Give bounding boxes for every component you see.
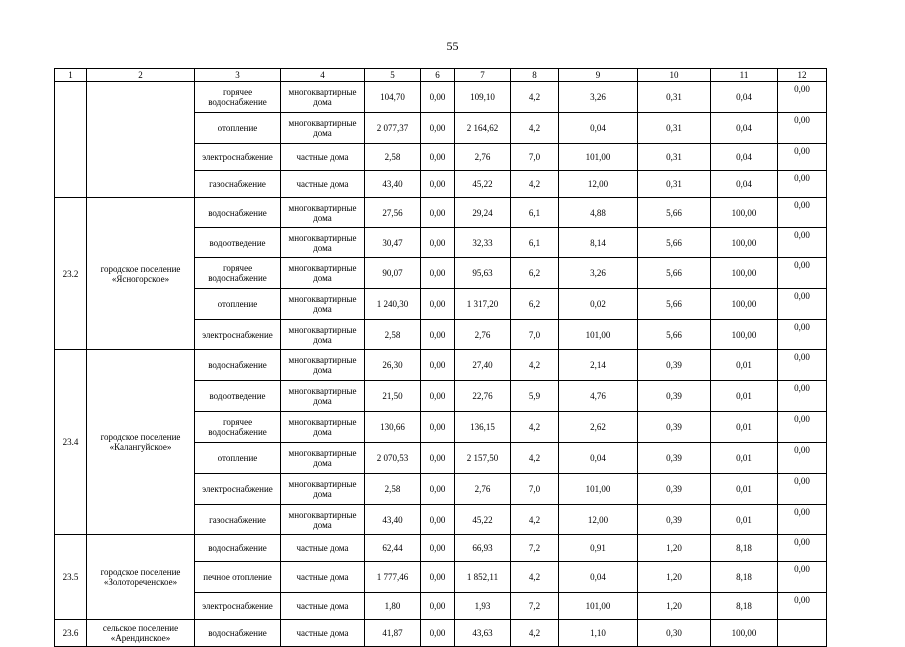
value-cell-c6: 0,00 — [421, 258, 455, 289]
value-cell-c5: 2,58 — [365, 320, 421, 350]
group-id-cell — [55, 82, 87, 198]
value-cell-c7: 45,22 — [455, 505, 511, 535]
value-cell-c12: 0,00 — [778, 113, 827, 144]
value-cell-c8: 4,2 — [511, 620, 559, 647]
housing-type-cell: многоквартирные дома — [281, 350, 365, 381]
service-cell: электроснабжение — [195, 593, 281, 620]
column-header: 7 — [455, 69, 511, 82]
value-cell-c6: 0,00 — [421, 320, 455, 350]
column-header: 9 — [559, 69, 638, 82]
value-cell-c12: 0,00 — [778, 381, 827, 412]
value-cell-c6: 0,00 — [421, 381, 455, 412]
value-cell-c5: 2,58 — [365, 144, 421, 171]
value-cell-c6: 0,00 — [421, 535, 455, 562]
value-cell-c9: 1,10 — [559, 620, 638, 647]
value-cell-c12: 0,00 — [778, 593, 827, 620]
value-cell-c10: 0,31 — [638, 144, 711, 171]
value-cell-c7: 2,76 — [455, 144, 511, 171]
service-cell: водоснабжение — [195, 535, 281, 562]
value-cell-c5: 41,87 — [365, 620, 421, 647]
value-cell-c7: 66,93 — [455, 535, 511, 562]
value-cell-c6: 0,00 — [421, 289, 455, 320]
value-cell-c7: 27,40 — [455, 350, 511, 381]
value-cell-c10: 0,39 — [638, 350, 711, 381]
value-cell-c12: 0,00 — [778, 320, 827, 350]
service-cell: газоснабжение — [195, 505, 281, 535]
value-cell-c10: 0,31 — [638, 171, 711, 198]
value-cell-c11: 100,00 — [711, 320, 778, 350]
value-cell-c12: 0,00 — [778, 258, 827, 289]
housing-type-cell: многоквартирные дома — [281, 505, 365, 535]
tariff-table — [54, 68, 827, 647]
value-cell-c6: 0,00 — [421, 593, 455, 620]
value-cell-c11: 0,01 — [711, 443, 778, 474]
value-cell-c11: 0,04 — [711, 171, 778, 198]
housing-type-cell: многоквартирные дома — [281, 474, 365, 505]
service-cell: водоснабжение — [195, 620, 281, 647]
value-cell-c10: 1,20 — [638, 593, 711, 620]
value-cell-c9: 0,04 — [559, 562, 638, 593]
value-cell-c8: 7,0 — [511, 474, 559, 505]
value-cell-c9: 4,88 — [559, 198, 638, 228]
service-cell: водоотведение — [195, 228, 281, 258]
housing-type-cell: многоквартирные дома — [281, 381, 365, 412]
service-cell: водоснабжение — [195, 198, 281, 228]
service-cell: водоснабжение — [195, 350, 281, 381]
service-cell: электроснабжение — [195, 474, 281, 505]
value-cell-c7: 136,15 — [455, 412, 511, 443]
value-cell-c12: 0,00 — [778, 535, 827, 562]
value-cell-c9: 101,00 — [559, 320, 638, 350]
value-cell-c8: 6,1 — [511, 228, 559, 258]
column-header: 5 — [365, 69, 421, 82]
housing-type-cell: многоквартирные дома — [281, 82, 365, 113]
table-row — [55, 535, 827, 562]
value-cell-c5: 62,44 — [365, 535, 421, 562]
value-cell-c10: 0,30 — [638, 620, 711, 647]
column-header: 12 — [778, 69, 827, 82]
page-number: 55 — [446, 39, 459, 53]
value-cell-c12: 0,00 — [778, 198, 827, 228]
value-cell-c7: 45,22 — [455, 171, 511, 198]
value-cell-c6: 0,00 — [421, 474, 455, 505]
housing-type-cell: многоквартирные дома — [281, 198, 365, 228]
value-cell-c6: 0,00 — [421, 443, 455, 474]
column-header: 3 — [195, 69, 281, 82]
value-cell-c5: 1 240,30 — [365, 289, 421, 320]
value-cell-c9: 3,26 — [559, 82, 638, 113]
table-row — [55, 82, 827, 113]
value-cell-c5: 2 070,53 — [365, 443, 421, 474]
value-cell-c8: 6,2 — [511, 289, 559, 320]
value-cell-c11: 0,04 — [711, 82, 778, 113]
value-cell-c10: 5,66 — [638, 289, 711, 320]
service-cell: отопление — [195, 289, 281, 320]
value-cell-c11: 0,01 — [711, 350, 778, 381]
column-header: 8 — [511, 69, 559, 82]
value-cell-c9: 101,00 — [559, 593, 638, 620]
value-cell-c9: 2,14 — [559, 350, 638, 381]
value-cell-c7: 2,76 — [455, 320, 511, 350]
column-header: 4 — [281, 69, 365, 82]
housing-type-cell: многоквартирные дома — [281, 258, 365, 289]
value-cell-c10: 0,39 — [638, 381, 711, 412]
value-cell-c5: 104,70 — [365, 82, 421, 113]
value-cell-c12: 0,00 — [778, 443, 827, 474]
value-cell-c12: 0,00 — [778, 350, 827, 381]
table-row — [55, 198, 827, 228]
value-cell-c8: 4,2 — [511, 113, 559, 144]
housing-type-cell: частные дома — [281, 144, 365, 171]
value-cell-c8: 4,2 — [511, 505, 559, 535]
value-cell-c7: 1 852,11 — [455, 562, 511, 593]
value-cell-c5: 2,58 — [365, 474, 421, 505]
column-header: 2 — [87, 69, 195, 82]
group-id-cell: 23.4 — [55, 350, 87, 535]
housing-type-cell: многоквартирные дома — [281, 228, 365, 258]
value-cell-c7: 2 157,50 — [455, 443, 511, 474]
value-cell-c11: 0,04 — [711, 113, 778, 144]
housing-type-cell: частные дома — [281, 562, 365, 593]
value-cell-c12: 0,00 — [778, 171, 827, 198]
value-cell-c10: 0,31 — [638, 113, 711, 144]
value-cell-c6: 0,00 — [421, 113, 455, 144]
value-cell-c11: 100,00 — [711, 620, 778, 647]
value-cell-c8: 6,2 — [511, 258, 559, 289]
housing-type-cell: частные дома — [281, 593, 365, 620]
value-cell-c11: 0,01 — [711, 381, 778, 412]
service-cell: печное отопление — [195, 562, 281, 593]
housing-type-cell: частные дома — [281, 535, 365, 562]
group-id-cell: 23.5 — [55, 535, 87, 620]
housing-type-cell: многоквартирные дома — [281, 113, 365, 144]
value-cell-c5: 30,47 — [365, 228, 421, 258]
value-cell-c12: 0,00 — [778, 82, 827, 113]
value-cell-c7: 2,76 — [455, 474, 511, 505]
value-cell-c10: 0,39 — [638, 443, 711, 474]
value-cell-c5: 21,50 — [365, 381, 421, 412]
value-cell-c11: 8,18 — [711, 562, 778, 593]
value-cell-c6: 0,00 — [421, 412, 455, 443]
value-cell-c8: 7,0 — [511, 144, 559, 171]
value-cell-c7: 43,63 — [455, 620, 511, 647]
value-cell-c11: 100,00 — [711, 289, 778, 320]
value-cell-c8: 4,2 — [511, 562, 559, 593]
value-cell-c12: 0,00 — [778, 144, 827, 171]
service-cell: электроснабжение — [195, 144, 281, 171]
value-cell-c12: 0,00 — [778, 505, 827, 535]
value-cell-c7: 2 164,62 — [455, 113, 511, 144]
value-cell-c9: 0,04 — [559, 443, 638, 474]
value-cell-c6: 0,00 — [421, 198, 455, 228]
group-name-cell: городское поселение «Ясногорское» — [87, 198, 195, 350]
value-cell-c10: 0,31 — [638, 82, 711, 113]
value-cell-c5: 2 077,37 — [365, 113, 421, 144]
value-cell-c9: 0,02 — [559, 289, 638, 320]
value-cell-c6: 0,00 — [421, 82, 455, 113]
value-cell-c10: 1,20 — [638, 562, 711, 593]
value-cell-c10: 1,20 — [638, 535, 711, 562]
column-header: 11 — [711, 69, 778, 82]
value-cell-c9: 12,00 — [559, 171, 638, 198]
value-cell-c9: 2,62 — [559, 412, 638, 443]
value-cell-c8: 4,2 — [511, 82, 559, 113]
value-cell-c10: 5,66 — [638, 198, 711, 228]
value-cell-c9: 101,00 — [559, 144, 638, 171]
value-cell-c6: 0,00 — [421, 228, 455, 258]
value-cell-c8: 7,2 — [511, 593, 559, 620]
service-cell: водоотведение — [195, 381, 281, 412]
service-cell: горячее водоснабжение — [195, 412, 281, 443]
value-cell-c9: 12,00 — [559, 505, 638, 535]
value-cell-c10: 0,39 — [638, 474, 711, 505]
value-cell-c12 — [778, 620, 827, 647]
value-cell-c9: 4,76 — [559, 381, 638, 412]
housing-type-cell: многоквартирные дома — [281, 443, 365, 474]
value-cell-c5: 130,66 — [365, 412, 421, 443]
value-cell-c7: 22,76 — [455, 381, 511, 412]
housing-type-cell: многоквартирные дома — [281, 289, 365, 320]
value-cell-c9: 8,14 — [559, 228, 638, 258]
value-cell-c10: 0,39 — [638, 505, 711, 535]
value-cell-c5: 26,30 — [365, 350, 421, 381]
column-header: 6 — [421, 69, 455, 82]
value-cell-c7: 1 317,20 — [455, 289, 511, 320]
value-cell-c8: 7,2 — [511, 535, 559, 562]
group-name-cell: городское поселение «Золотореченское» — [87, 535, 195, 620]
value-cell-c11: 0,01 — [711, 412, 778, 443]
value-cell-c6: 0,00 — [421, 350, 455, 381]
service-cell: горячее водоснабжение — [195, 258, 281, 289]
value-cell-c5: 1,80 — [365, 593, 421, 620]
service-cell: горячее водоснабжение — [195, 82, 281, 113]
service-cell: отопление — [195, 443, 281, 474]
table-row — [55, 350, 827, 381]
value-cell-c11: 0,04 — [711, 144, 778, 171]
group-name-cell — [87, 82, 195, 198]
value-cell-c11: 8,18 — [711, 593, 778, 620]
housing-type-cell: многоквартирные дома — [281, 320, 365, 350]
value-cell-c11: 100,00 — [711, 258, 778, 289]
value-cell-c7: 1,93 — [455, 593, 511, 620]
value-cell-c5: 1 777,46 — [365, 562, 421, 593]
value-cell-c6: 0,00 — [421, 144, 455, 171]
value-cell-c8: 4,2 — [511, 350, 559, 381]
value-cell-c9: 101,00 — [559, 474, 638, 505]
value-cell-c11: 8,18 — [711, 535, 778, 562]
value-cell-c11: 100,00 — [711, 228, 778, 258]
value-cell-c12: 0,00 — [778, 412, 827, 443]
column-header: 10 — [638, 69, 711, 82]
value-cell-c6: 0,00 — [421, 171, 455, 198]
value-cell-c12: 0,00 — [778, 228, 827, 258]
value-cell-c11: 0,01 — [711, 474, 778, 505]
value-cell-c5: 43,40 — [365, 171, 421, 198]
value-cell-c9: 3,26 — [559, 258, 638, 289]
value-cell-c8: 4,2 — [511, 443, 559, 474]
value-cell-c6: 0,00 — [421, 562, 455, 593]
value-cell-c7: 32,33 — [455, 228, 511, 258]
service-cell: газоснабжение — [195, 171, 281, 198]
value-cell-c8: 6,1 — [511, 198, 559, 228]
value-cell-c8: 7,0 — [511, 320, 559, 350]
value-cell-c8: 4,2 — [511, 171, 559, 198]
housing-type-cell: многоквартирные дома — [281, 412, 365, 443]
value-cell-c12: 0,00 — [778, 474, 827, 505]
group-id-cell: 23.6 — [55, 620, 87, 647]
value-cell-c7: 109,10 — [455, 82, 511, 113]
value-cell-c7: 95,63 — [455, 258, 511, 289]
housing-type-cell: частные дома — [281, 171, 365, 198]
value-cell-c12: 0,00 — [778, 289, 827, 320]
service-cell: электроснабжение — [195, 320, 281, 350]
value-cell-c6: 0,00 — [421, 505, 455, 535]
value-cell-c5: 90,07 — [365, 258, 421, 289]
value-cell-c11: 0,01 — [711, 505, 778, 535]
value-cell-c8: 5,9 — [511, 381, 559, 412]
value-cell-c12: 0,00 — [778, 562, 827, 593]
service-cell: отопление — [195, 113, 281, 144]
value-cell-c10: 5,66 — [638, 320, 711, 350]
value-cell-c5: 27,56 — [365, 198, 421, 228]
value-cell-c11: 100,00 — [711, 198, 778, 228]
value-cell-c8: 4,2 — [511, 412, 559, 443]
value-cell-c9: 0,91 — [559, 535, 638, 562]
value-cell-c10: 0,39 — [638, 412, 711, 443]
value-cell-c6: 0,00 — [421, 620, 455, 647]
value-cell-c9: 0,04 — [559, 113, 638, 144]
value-cell-c7: 29,24 — [455, 198, 511, 228]
value-cell-c10: 5,66 — [638, 228, 711, 258]
group-name-cell: городское поселение «Калангуйское» — [87, 350, 195, 535]
column-header: 1 — [55, 69, 87, 82]
table-row — [55, 620, 827, 647]
housing-type-cell: частные дома — [281, 620, 365, 647]
group-id-cell: 23.2 — [55, 198, 87, 350]
value-cell-c10: 5,66 — [638, 258, 711, 289]
group-name-cell: сельское поселение «Арендинское» — [87, 620, 195, 647]
value-cell-c5: 43,40 — [365, 505, 421, 535]
header-row — [55, 69, 827, 82]
